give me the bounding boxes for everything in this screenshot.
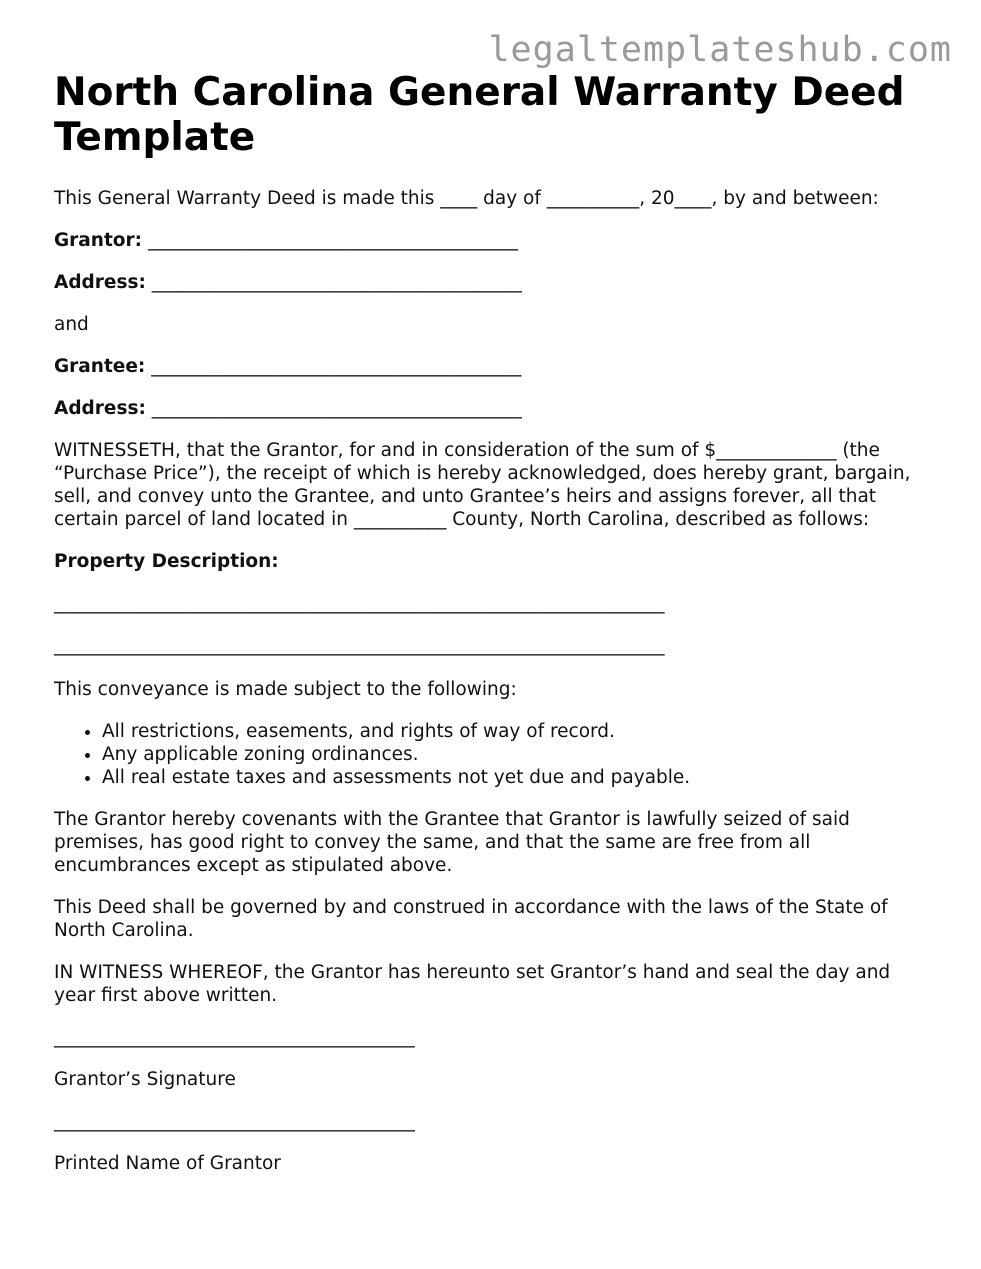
- grantee-label: Grantee:: [54, 356, 146, 377]
- witnesseth-paragraph: WITNESSETH, that the Grantor, for and in consideration of the sum of $_____________ (the “Purchase Price”), the receipt of which is hereby acknowledged, does hereby grant, bargain, sell, and convey unto the Grantee, and unto Grantee’s heirs and assigns forever, all that certain parcel of land located in __________ County, North Carolina, described as follows:: [54, 440, 911, 530]
- printed-name-label: Printed Name of Grantor: [54, 1153, 281, 1174]
- governing-law-paragraph: This Deed shall be governed by and construed in accordance with the laws of the State of North Carolina.: [54, 897, 888, 941]
- list-item: • All restrictions, easements, and rights of way of record.: [102, 720, 934, 743]
- grantor-field: [54, 229, 934, 252]
- grantor-address-field: [54, 271, 934, 294]
- and-text: and: [54, 314, 89, 335]
- intro-paragraph: This General Warranty Deed is made this ____ day of __________, 20____, by and between:: [54, 188, 879, 209]
- document-title: North Carolina General Warranty Deed Template: [54, 70, 905, 160]
- printed-name-line: _______________________________________: [54, 1111, 415, 1132]
- subject-list: [54, 720, 934, 789]
- grantee-field: [54, 355, 934, 378]
- grantee-address-blank: ________________________________________: [151, 398, 522, 419]
- list-item: • All real estate taxes and assessments not yet due and payable.: [102, 766, 934, 789]
- grantee-address-field: [54, 397, 934, 420]
- property-line: __________________________________________________________________: [54, 593, 665, 614]
- document-body: [54, 70, 934, 1175]
- property-line: __________________________________________________________________: [54, 635, 665, 656]
- list-item: • Any applicable zoning ordinances.: [102, 743, 934, 766]
- covenant-paragraph: The Grantor hereby covenants with the Grantee that Grantor is lawfully seized of said premises, has good right to convey the same, and that the same are free from all encumbrances except as stipulated above.: [54, 809, 850, 876]
- grantee-blank: ________________________________________: [151, 356, 522, 377]
- grantee-address-label: Address:: [54, 398, 146, 419]
- signature-line: _______________________________________: [54, 1027, 415, 1048]
- in-witness-paragraph: IN WITNESS WHEREOF, the Grantor has hereunto set Grantor’s hand and seal the day and year first above written.: [54, 962, 891, 1006]
- grantor-label: Grantor:: [54, 230, 143, 251]
- grantor-address-label: Address:: [54, 272, 146, 293]
- property-description-heading: Property Description:: [54, 551, 279, 572]
- grantor-address-blank: ________________________________________: [151, 272, 522, 293]
- subject-intro: This conveyance is made subject to the following:: [54, 679, 517, 700]
- watermark: legaltemplateshub.com: [488, 30, 952, 70]
- grantor-blank: ________________________________________: [147, 230, 518, 251]
- signature-label: Grantor’s Signature: [54, 1069, 236, 1090]
